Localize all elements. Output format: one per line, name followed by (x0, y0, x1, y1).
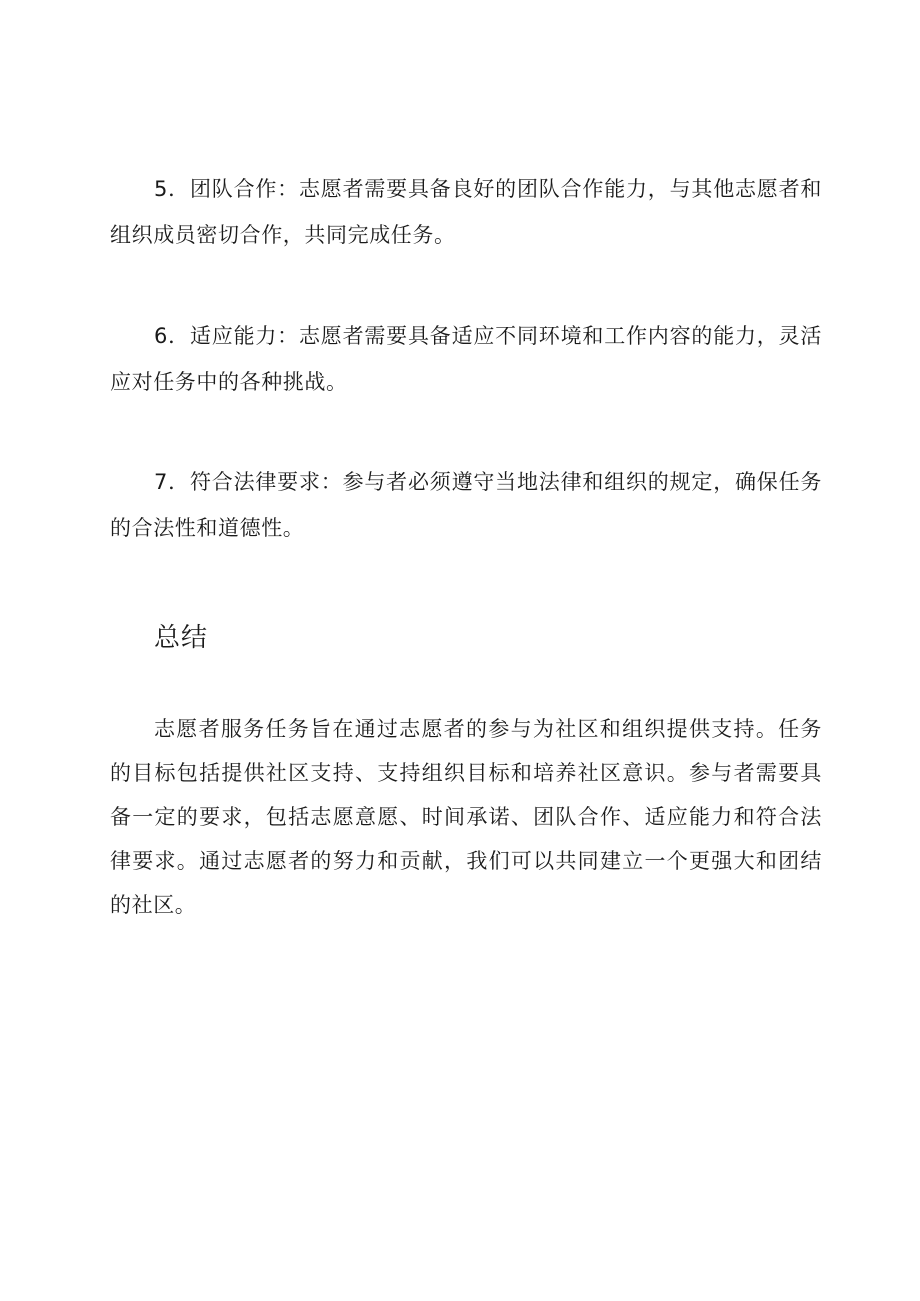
item-number: 6 (154, 324, 168, 348)
item-number: 7 (154, 470, 168, 494)
list-item-6 (110, 313, 822, 405)
list-item-7 (110, 459, 822, 551)
summary-heading: 总结 (154, 623, 209, 653)
item-text: ．团队合作：志愿者需要具备良好的团队合作能力，与其他志愿者和组织成员密切合作，共同完成任务。 (110, 177, 822, 247)
item-number: 5 (154, 177, 168, 201)
summary-paragraph: 志愿者服务任务旨在通过志愿者的参与为社区和组织提供支持。任务的目标包括提供社区支持、支持组织目标和培养社区意识。参与者需要具备一定的要求，包括志愿意愿、时间承诺、团队合作、适应能力和符合法律要求。通过志愿者的努力和贡献，我们可以共同建立一个更强大和团结的社区。 (110, 717, 822, 917)
item-text: ．适应能力：志愿者需要具备适应不同环境和工作内容的能力，灵活应对任务中的各种挑战。 (110, 324, 822, 394)
list-item-5 (110, 166, 822, 258)
item-text: ．符合法律要求：参与者必须遵守当地法律和组织的规定，确保任务的合法性和道德性。 (110, 470, 822, 540)
